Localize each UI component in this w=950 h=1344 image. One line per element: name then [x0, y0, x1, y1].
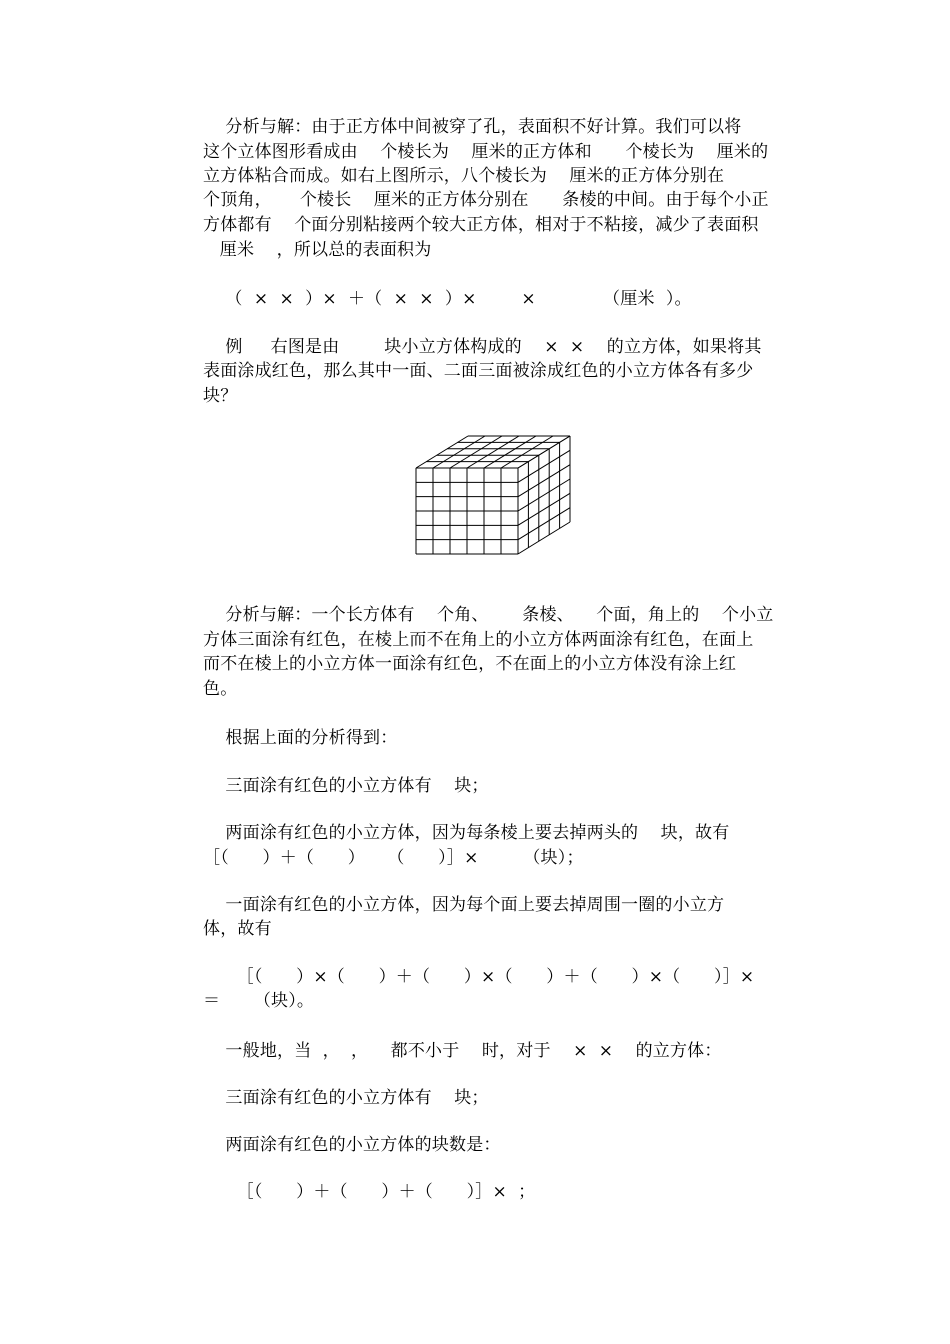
text-line: 分析与解：一个长方体有 个角、 条棱、 个面，角上的 个小立: [203, 605, 774, 625]
grid-line: [518, 522, 570, 554]
text-line: 厘米 ，所以总的表面积为: [203, 240, 432, 260]
grid-line: [467, 436, 519, 468]
paragraph-two-faces-general: 两面涂有红色的小立方体的块数是：: [203, 1135, 501, 1155]
text-line: 方体三面涂有红色，在棱上而不在角上的小立方体两面涂有红色，在面上: [203, 630, 754, 650]
text-line: 分析与解：由于正方体中间被穿了孔，表面积不好计算。我们可以将: [203, 117, 742, 137]
paragraph-general: 一般地，当 ， ， 都不小于 时，对于 × × 的立方体：: [203, 1041, 722, 1061]
grid-line: [518, 493, 570, 525]
text-line: ［（ ）×（ ）＋（ ）×（ ）＋（ ）×（ ）］×: [203, 967, 755, 987]
grid-line: [518, 465, 570, 497]
formula-two-faces-general: ［（ ）＋（ ）＋（ ）］× ；: [203, 1182, 536, 1202]
text-line: 立方体粘合而成。如右上图所示，八个棱长为 厘米的正方体分别在: [203, 166, 725, 186]
cube-grid-figure: [412, 432, 572, 556]
grid-line: [450, 436, 502, 468]
text-line: 例 右图是由 块小立方体构成的 × × 的立方体，如果将其: [203, 337, 762, 357]
text-line: 而不在棱上的小立方体一面涂有红色，不在面上的小立方体没有涂上红: [203, 654, 737, 674]
text-line: 体，故有: [203, 919, 272, 939]
grid-line: [433, 436, 485, 468]
paragraph-three-faces-general: 三面涂有红色的小立方体有 块；: [203, 1088, 489, 1108]
text-line: 色。: [203, 679, 238, 699]
text-line: 两面涂有红色的小立方体，因为每条棱上要去掉两头的 块，故有: [203, 823, 730, 843]
text-line: 块？: [203, 386, 238, 406]
paragraph-three-faces: 三面涂有红色的小立方体有 块；: [203, 776, 489, 796]
text-line: 方体都有 个面分别粘接两个较大正方体，相对于不粘接，减少了表面积: [203, 215, 759, 235]
grid-line: [518, 436, 570, 468]
grid-line: [501, 436, 553, 468]
text-line: 表面涂成红色，那么其中一面、二面三面被涂成红色的小立方体各有多少: [203, 361, 754, 381]
text-line: 一面涂有红色的小立方体，因为每个面上要去掉周围一圈的小立方: [203, 895, 725, 915]
grid-line: [518, 479, 570, 511]
grid-line: [416, 436, 468, 468]
grid-line: [518, 508, 570, 540]
text-line: 这个立体图形看成由 个棱长为 厘米的正方体和 个棱长为 厘米的: [203, 142, 769, 162]
paragraph-according: 根据上面的分析得到：: [203, 728, 398, 748]
text-line: 个顶角， 个棱长 厘米的正方体分别在 条棱的中间。由于每个小正: [203, 190, 769, 210]
formula-surface-area: （ × × ）× ＋（ × × ）× × （厘米 ）。: [203, 289, 692, 309]
text-line: ［（ ）＋（ ） （ ）］× （块）；: [203, 848, 584, 868]
text-line: ＝ （块）。: [203, 991, 315, 1011]
